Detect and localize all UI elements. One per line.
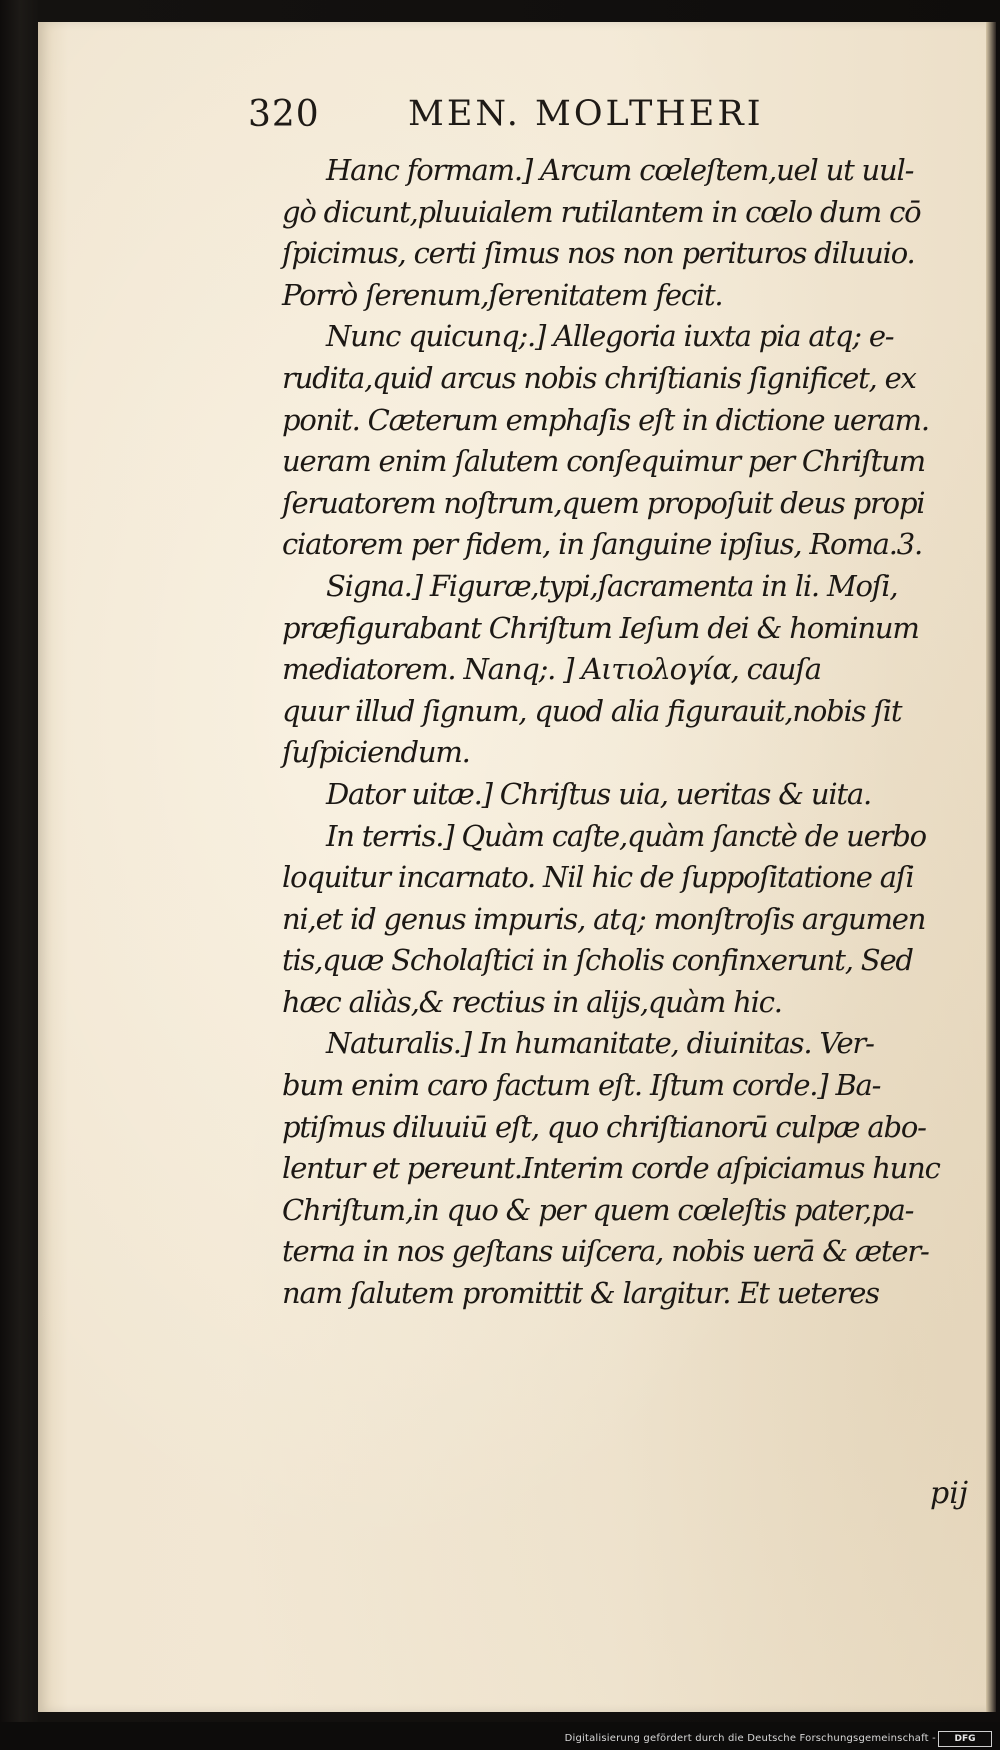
- running-head: MEN. MOLTHERI: [408, 94, 764, 134]
- text-line: Hanc formam.] Arcum cœleſtem,uel ut uul-: [326, 153, 914, 187]
- text-line: hæc aliàs,& rectius in alijs,quàm hic.: [282, 984, 782, 1019]
- text-line: tis,quæ Scholaſtici in ſcholis confinxerunt, Sed: [282, 943, 913, 978]
- text-line: ueram enim ſalutem conſequimur per Chriſtum: [282, 444, 925, 479]
- text-line: quur illud ſignum, quod alia figurauit,nobis ſit: [282, 693, 902, 728]
- text-line: ni,et id genus impuris, atq; monſtroſis argumen: [282, 901, 926, 936]
- text-line: terna in nos geſtans uiſcera, nobis uerā & æter-: [282, 1234, 929, 1269]
- text-line: ciatorem per fidem, in ſanguine ipſius, Roma.3.: [282, 527, 922, 562]
- text-line: lentur et pereunt.Interim corde aſpiciamus hunc: [282, 1151, 940, 1186]
- text-line: Naturalis.] In humanitate, diuinitas. Ver-: [326, 1026, 874, 1061]
- text-line: nam ſalutem promittit & largitur. Et ueteres: [282, 1276, 879, 1311]
- text-line: gò dicunt,pluuialem rutilantem in cœlo dum cō: [282, 194, 921, 229]
- text-line: Chriſtum,in quo & per quem cœleſtis pater,pa-: [282, 1192, 914, 1227]
- text-line: Dator uitæ.] Chriſtus uia, ueritas & uita.: [326, 776, 871, 811]
- page-gutter-edge: [986, 22, 996, 1712]
- catchword: pij: [930, 1476, 969, 1511]
- text-line: Signa.] Figuræ,typi,ſacramenta in li. Moſi,: [326, 568, 898, 603]
- text-line: Nunc quicunq;.] Allegoria iuxta pia atq; e-: [326, 319, 894, 354]
- page-header: [248, 94, 968, 150]
- text-line: mediatorem. Nanq;. ] Αιτιολογία, cauſa: [282, 652, 821, 687]
- digitization-credit: Digitalisierung gefördert durch die Deutsche Forschungsgemeinschaft -: [564, 1733, 936, 1744]
- text-line: Porrò ſerenum,ſerenitatem fecit.: [282, 277, 723, 312]
- page-number: 320: [248, 94, 320, 135]
- text-line: ponit. Cæterum emphaſis eſt in dictione ueram.: [282, 402, 929, 437]
- text-line: ptiſmus diluuiū eſt, quo chriſtianorū culpæ abo-: [282, 1109, 926, 1144]
- text-line: ſeruatorem noſtrum,quem propoſuit deus propi: [282, 485, 925, 520]
- body-text: [282, 150, 972, 1315]
- text-line: bum enim caro factum eſt. Iſtum corde.] Ba-: [282, 1068, 881, 1103]
- text-line: loquitur incarnato. Nil hic de ſuppoſitatione aſi: [282, 860, 914, 895]
- text-line: præfigurabant Chriſtum Ieſum dei & hominum: [282, 610, 919, 645]
- text-line: ſpicimus, certi ſimus nos non perituros diluuio.: [282, 236, 915, 271]
- dfg-logo: DFG: [938, 1731, 992, 1747]
- text-line: rudita,quid arcus nobis chriſtianis ſignificet, ex: [282, 360, 916, 395]
- text-line: ſuſpiciendum.: [282, 735, 470, 770]
- text-line: In terris.] Quàm caſte,quàm ſanctè de uerbo: [326, 818, 926, 853]
